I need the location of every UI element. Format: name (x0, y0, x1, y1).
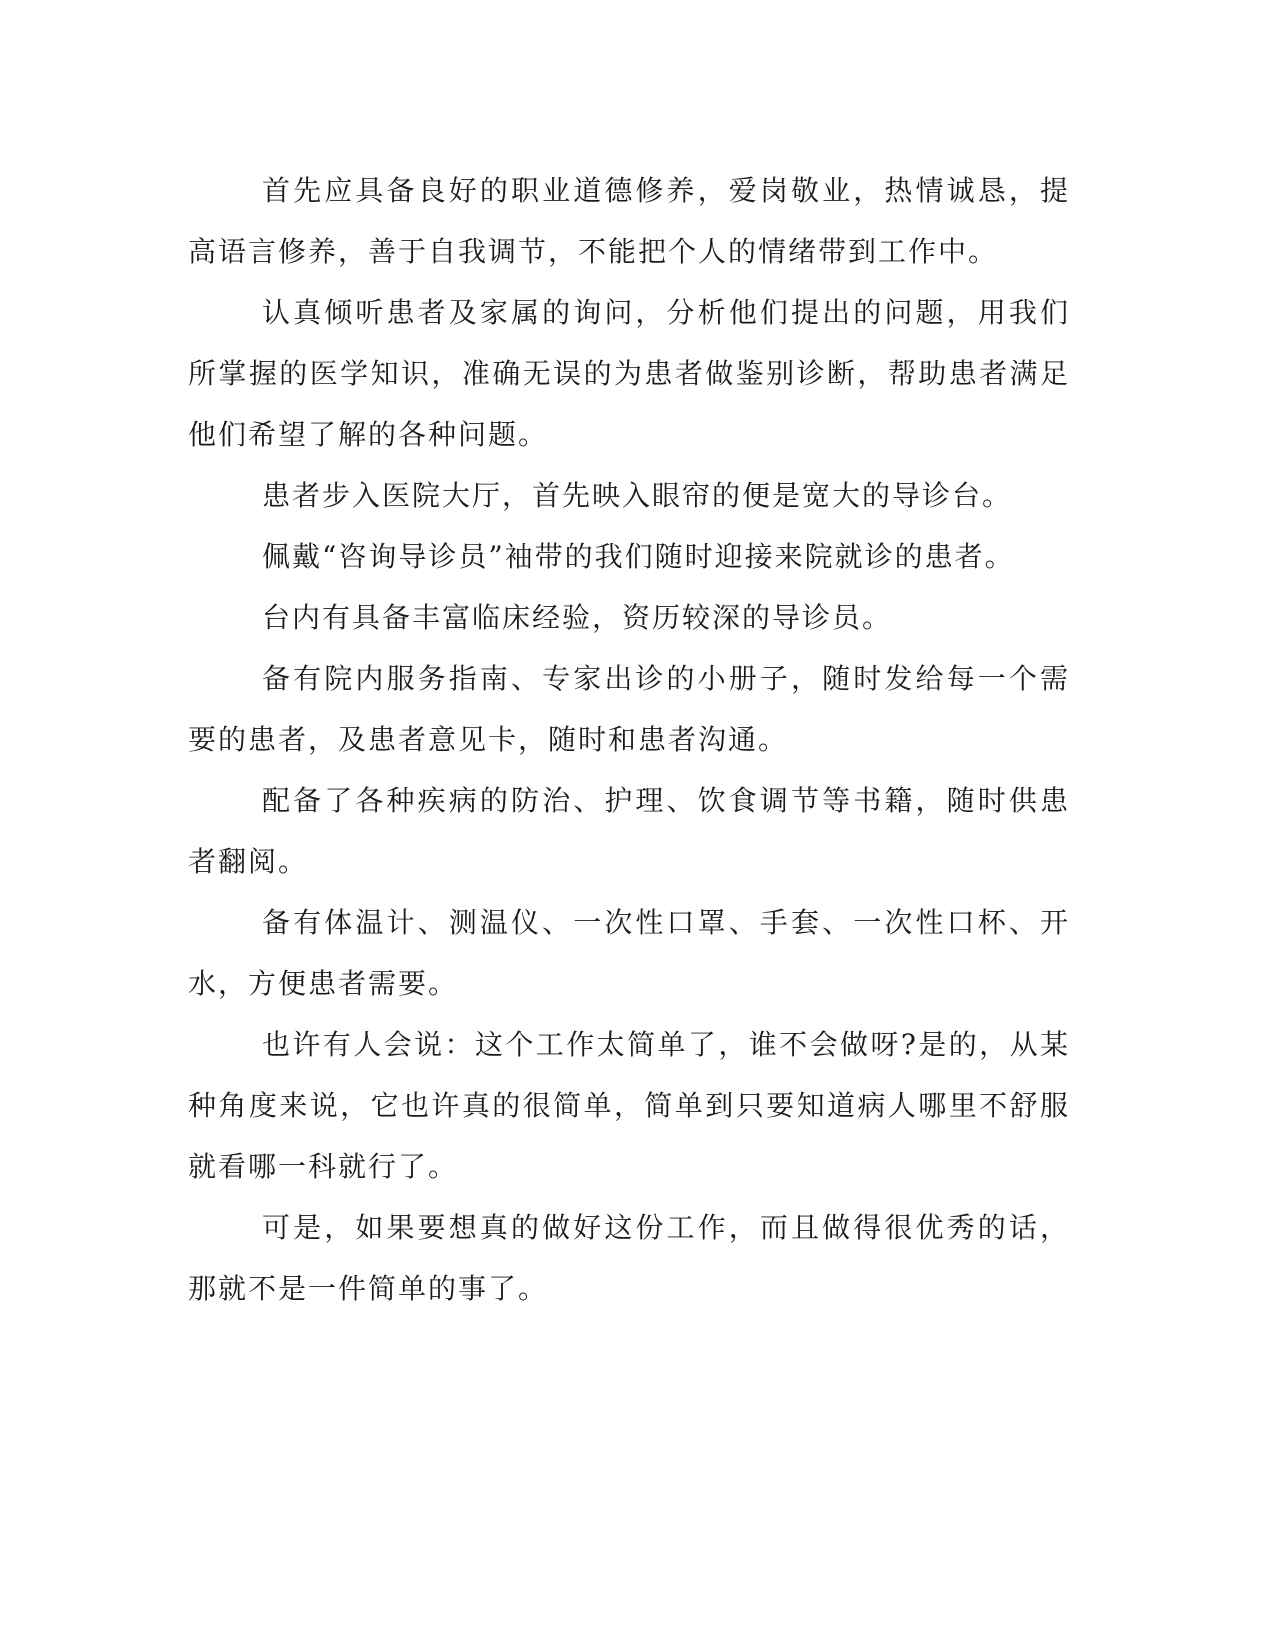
paragraph-1: 首先应具备良好的职业道德修养，爱岗敬业，热情诚恳，提高语言修养，善于自我调节，不能把个人的情绪带到工作中。 (188, 174, 1070, 268)
document-body (188, 160, 1070, 1319)
paragraph-10: 可是，如果要想真的做好这份工作，而且做得很优秀的话，那就不是一件简单的事了。 (188, 1211, 1070, 1305)
paragraph-3: 患者步入医院大厅，首先映入眼帘的便是宽大的导诊台。 (262, 479, 1013, 512)
paragraph-7: 配备了各种疾病的防治、护理、饮食调节等书籍，随时供患者翻阅。 (188, 784, 1070, 878)
paragraph-8: 备有体温计、测温仪、一次性口罩、手套、一次性口杯、开水，方便患者需要。 (188, 906, 1070, 1000)
paragraph-4: 佩戴“咨询导诊员”袖带的我们随时迎接来院就诊的患者。 (262, 540, 1015, 573)
paragraph-2: 认真倾听患者及家属的询问，分析他们提出的问题，用我们所掌握的医学知识，准确无误的为患者做鉴别诊断，帮助患者满足他们希望了解的各种问题。 (188, 296, 1070, 451)
paragraph-9: 也许有人会说：这个工作太简单了，谁不会做呀?是的，从某种角度来说，它也许真的很简单，简单到只要知道病人哪里不舒服就看哪一科就行了。 (188, 1028, 1070, 1183)
paragraph-5: 台内有具备丰富临床经验，资历较深的导诊员。 (262, 601, 893, 634)
paragraph-6: 备有院内服务指南、专家出诊的小册子，随时发给每一个需要的患者，及患者意见卡，随时和患者沟通。 (188, 662, 1070, 756)
